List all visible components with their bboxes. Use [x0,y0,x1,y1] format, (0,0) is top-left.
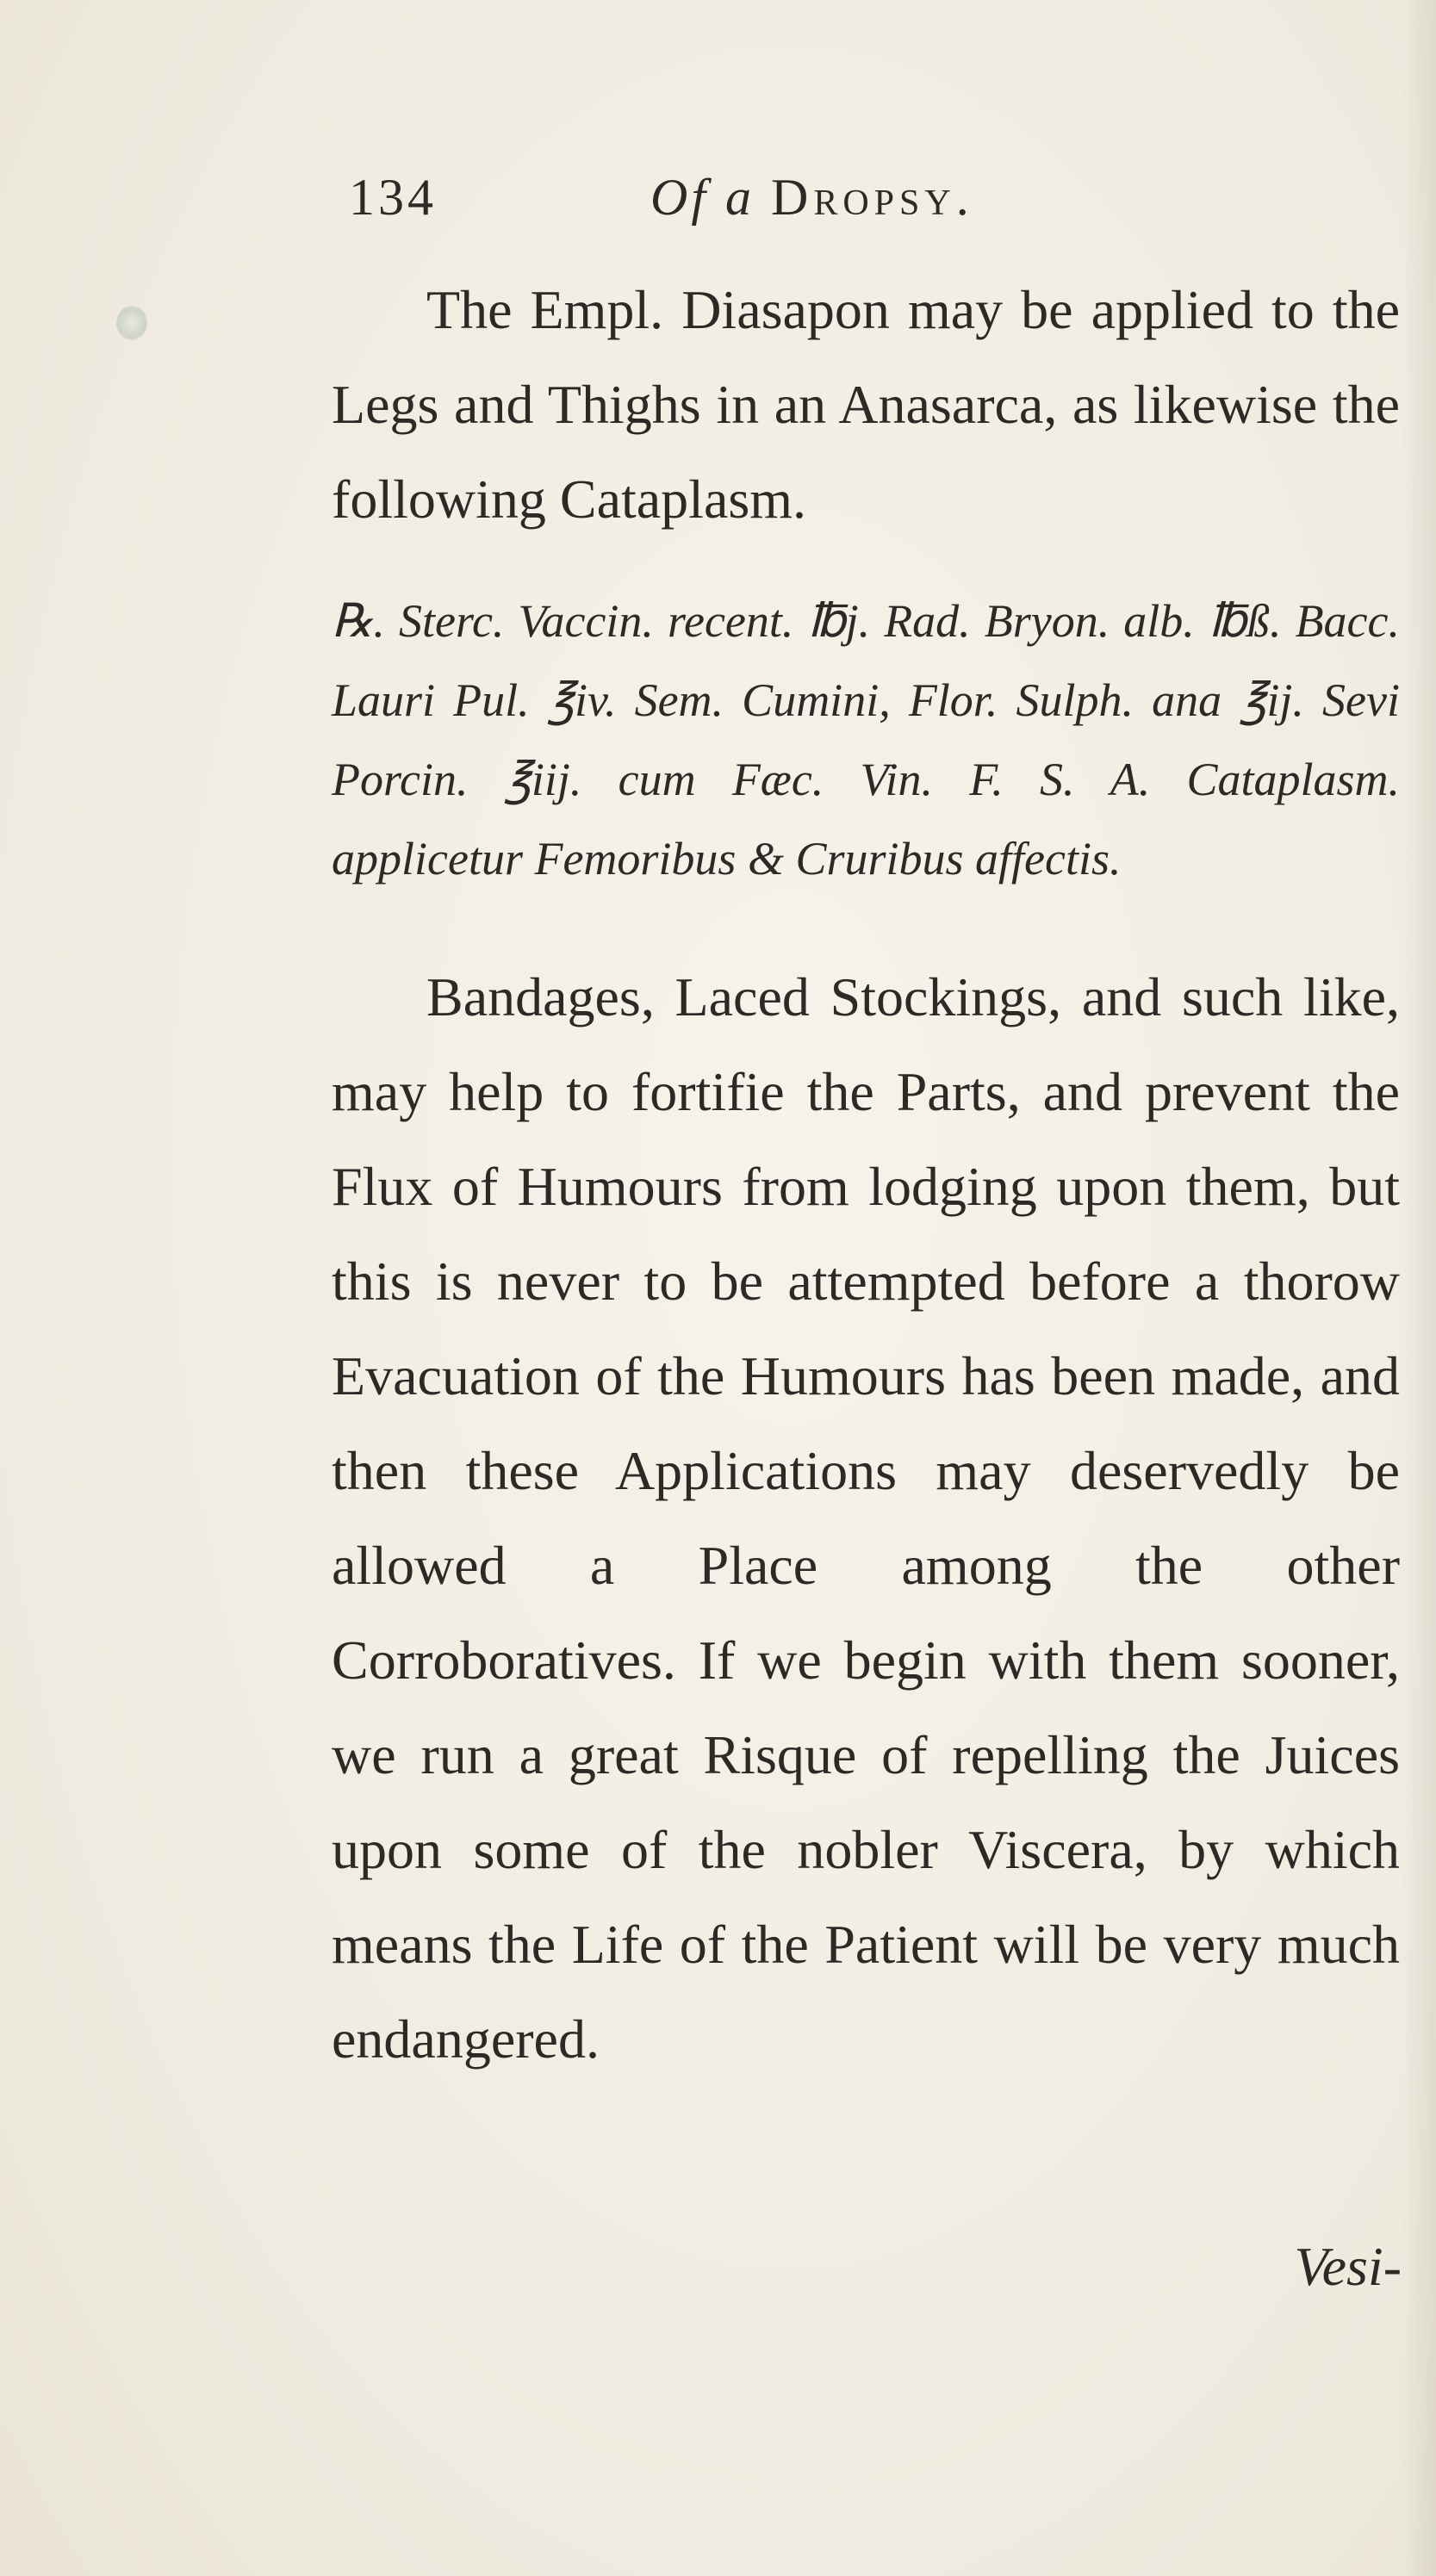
recipe-prescription: ℞. Sterc. Vaccin. recent. ℔j. Rad. Bryon. alb. ℔ß. Bacc. Lauri Pul. ℥iv. Sem. Cumini, Flor. Sulph. ana ℥ij. Sevi Porcin. ℥iij. cum Fæc. Vin. F. S. A. Cataplasm. applicetur Femoribus & Cruribus affectis. [332,595,1400,885]
paragraph-2: Bandages, Laced Stockings, and such like, may help to fortifie the Parts, and prevent the Flux of Humours from lodging upon them, but this is never to be attempted before a thorow Evacuation of the Humours has been made, and then these Applications may deservedly be allowed a Place among the other Corroboratives. If we begin with them sooner, we run a great Risque of repelling the Juices upon some of the nobler Viscera, by which means the Life of the Patient will be very much endangered. [332,966,1400,2070]
page-number: 134 [349,169,437,226]
catchword: Vesi- [1294,2236,1402,2297]
paragraph-1: The Empl. Diasapon may be applied to the Legs and Thighs in an Anasarca, as likewise the following Cataplasm. [332,279,1400,530]
text-block [332,159,1408,2087]
running-title-of: Of a [650,169,755,226]
running-title-word: Dropsy. [771,169,974,226]
running-title [650,168,974,227]
ink-blot [116,306,147,340]
running-header [332,159,1408,263]
